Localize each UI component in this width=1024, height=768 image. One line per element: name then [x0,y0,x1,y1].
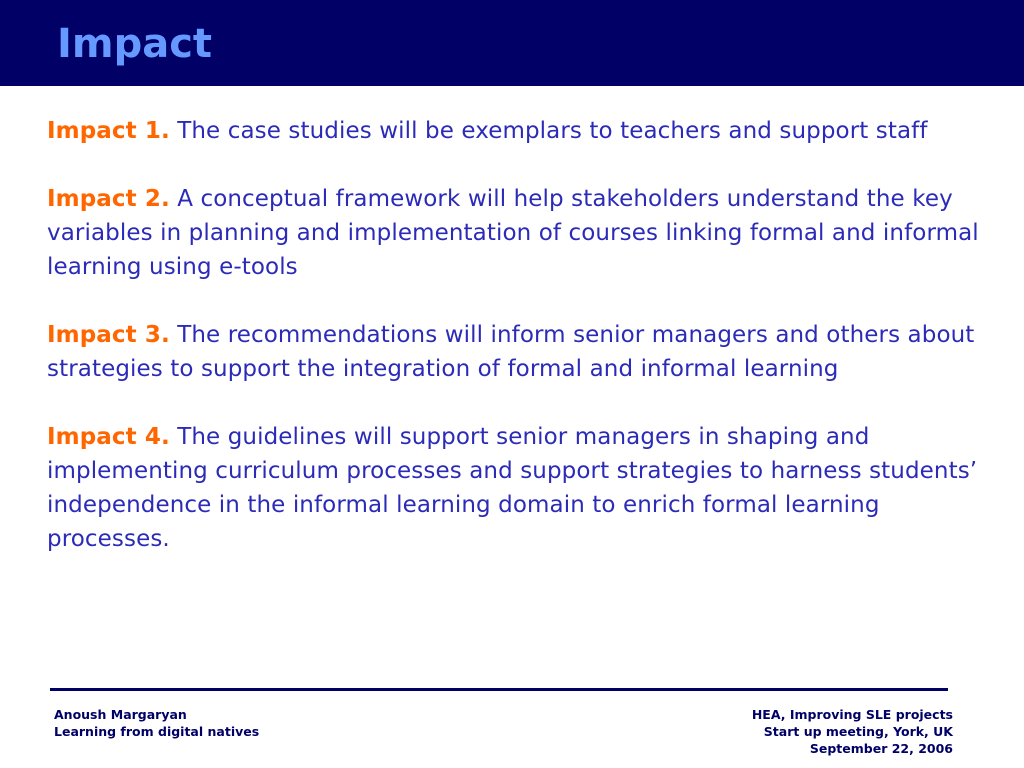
impact-item-1 [47,114,987,148]
impact-label: Impact 3. [47,322,170,348]
impact-text: The recommendations will inform senior managers and others about strategies to support the integration of formal and informal learning [47,322,975,382]
footer-author: Anoush Margaryan [54,707,187,722]
footer-project-name: Learning from digital natives [54,724,260,739]
footer-event-location: Start up meeting, York, UK [763,724,953,739]
impact-text: The case studies will be exemplars to teachers and support staff [177,118,928,144]
footer-author-block [54,706,259,740]
title-bar [0,0,1024,86]
slide-title: Impact [57,21,213,67]
footer-event-title: HEA, Improving SLE projects [751,707,953,722]
impact-label: Impact 2. [47,186,170,212]
impact-item-3 [47,318,987,386]
footer-divider [50,688,948,691]
impact-item-4 [47,420,987,556]
impact-label: Impact 1. [47,118,170,144]
impact-label: Impact 4. [47,424,170,450]
footer-event-date: September 22, 2006 [809,741,953,756]
footer-event-block [752,706,953,757]
impact-item-2 [47,182,987,284]
impact-text: The guidelines will support senior managers in shaping and implementing curriculum processes and support strategies to harness students’ independence in the informal learning domain to enrich formal learning processes. [47,424,978,552]
impact-list [47,114,987,590]
impact-text: A conceptual framework will help stakeholders understand the key variables in planning and implementation of courses linking formal and informal learning using e-tools [47,186,979,280]
